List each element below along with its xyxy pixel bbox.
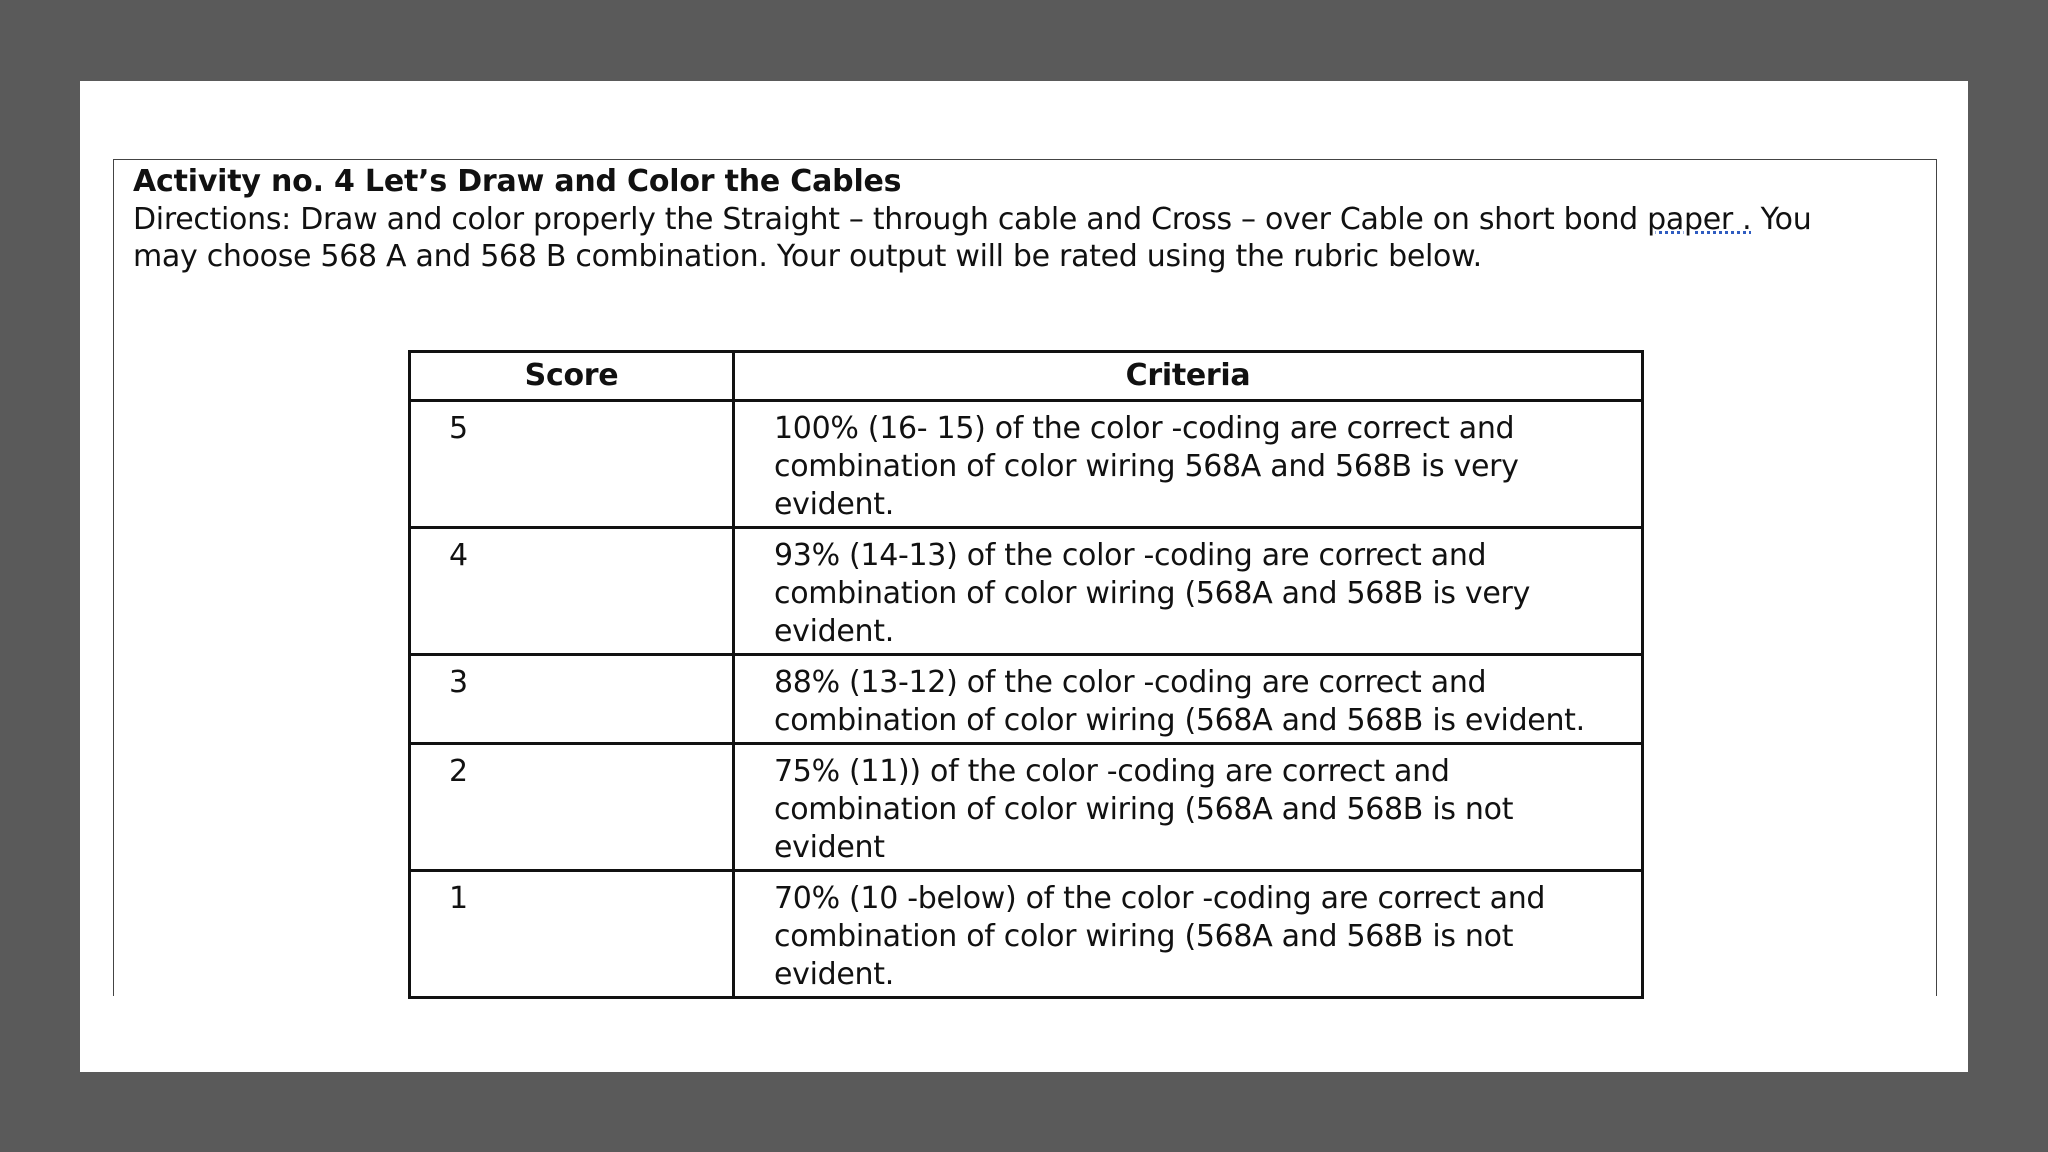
criteria-text: 75% (11)) of the color -coding are correct and combination of color wiring (568A and 568B is not evident	[774, 754, 1514, 865]
score-cell: 1	[410, 871, 734, 998]
score-cell: 5	[410, 401, 734, 528]
score-cell: 3	[410, 655, 734, 744]
criteria-cell	[734, 871, 1643, 998]
rubric-row	[410, 401, 1643, 528]
rubric-row	[410, 871, 1643, 998]
page-border-left	[113, 159, 114, 996]
rubric-row	[410, 655, 1643, 744]
criteria-text: 100% (16- 15) of the color -coding are correct and combination of color wiring 568A and 568B is very evident.	[774, 411, 1519, 522]
directions-line-2: may choose 568 A and 568 B combination. Your output will be rated using the rubric below.	[133, 239, 1482, 274]
page-border-right	[1936, 159, 1937, 996]
criteria-text: 70% (10 -below) of the color -coding are correct and combination of color wiring (568A and 568B is not evident.	[774, 881, 1546, 992]
directions-line-1	[133, 201, 1923, 238]
rubric-header-row	[410, 352, 1643, 401]
rubric-row	[410, 528, 1643, 655]
criteria-header: Criteria	[734, 352, 1643, 401]
directions-text-start: Directions: Draw and color properly the Straight – through cable and Cross – over Cable on short bond	[133, 202, 1648, 237]
criteria-cell	[734, 655, 1643, 744]
criteria-text: 88% (13-12) of the color -coding are correct and combination of color wiring (568A and 568B is evident.	[774, 665, 1585, 738]
page-border-top	[113, 159, 1937, 160]
score-cell: 2	[410, 744, 734, 871]
rubric-table	[408, 350, 1644, 999]
criteria-cell	[734, 744, 1643, 871]
document-page	[80, 81, 1968, 1072]
criteria-cell	[734, 401, 1643, 528]
score-header: Score	[410, 352, 734, 401]
score-cell: 4	[410, 528, 734, 655]
rubric-row	[410, 744, 1643, 871]
criteria-cell	[734, 528, 1643, 655]
activity-title: Activity no. 4 Let’s Draw and Color the Cables	[133, 164, 902, 199]
spellcheck-underlined-word: paper .	[1647, 202, 1752, 237]
criteria-text: 93% (14-13) of the color -coding are correct and combination of color wiring (568A and 568B is very evident.	[774, 538, 1531, 649]
directions-text-end: You	[1751, 202, 1812, 237]
directions-paragraph	[133, 201, 1923, 275]
